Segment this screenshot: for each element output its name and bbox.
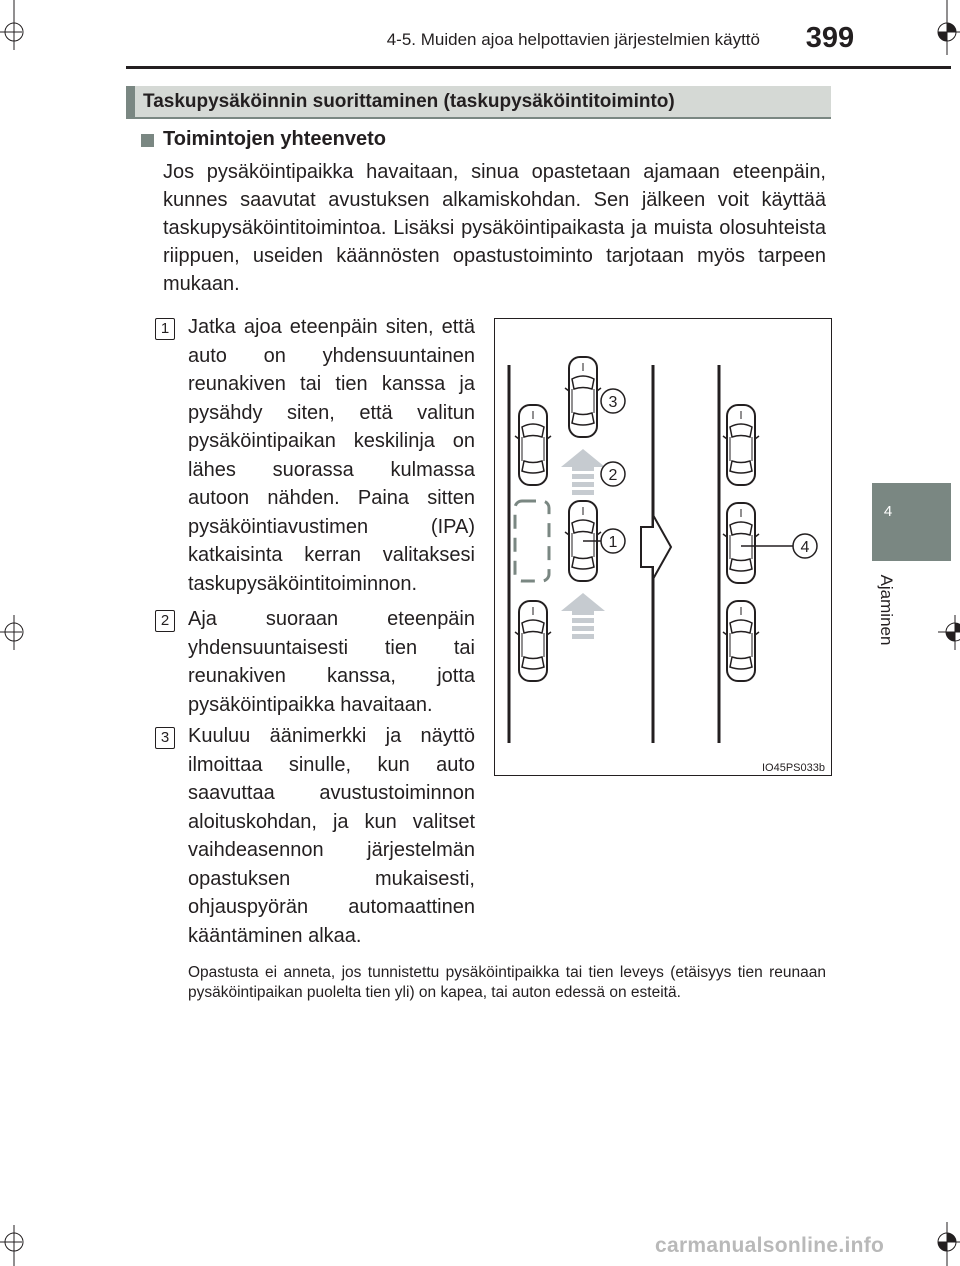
parking-diagram-svg: [495, 319, 831, 775]
chapter-side-label-text: Ajaminen: [877, 574, 896, 646]
callout-2: 2: [608, 467, 618, 484]
step-text-3: Kuuluu äänimerkki ja näyttö ilmoittaa sinulle, kun auto saavuttaa avustustoiminnon aloituskohdan, ja kun valitset vaihdeasennon järjestelmän opastuksen mukaisesti, ohjauspyörän automaattinen kääntäminen alkaa.: [188, 725, 475, 947]
chapter-side-label: [866, 565, 906, 655]
section-title: Taskupysäköinnin suorittaminen (taskupysäköintitoiminto): [143, 91, 675, 112]
step-number-1: 1: [155, 318, 175, 340]
note-text: Opastusta ei anneta, jos tunnistettu pysäköintipaikka tai tien leveys (etäisyys tien reunaan pysäköintipaikan puolelta tien yli) on kapea, tai auton edessä on esteitä.: [188, 964, 826, 1001]
figure-code: IO45PS033b: [762, 762, 825, 774]
callout-4: 4: [800, 539, 810, 556]
intro-paragraph: Jos pysäköintipaikka havaitaan, sinua opastetaan ajamaan eteenpäin, kunnes saavutat avustuksen alkamiskohdan. Sen jälkeen voit käyttää taskupysäköintitoimintoa. Lisäksi pysäköintipaikasta ja muista olosuhteista riippuen, useiden käännösten opastustoiminto tarjotaan myös tarpeen mukaan.: [163, 161, 826, 295]
chapter-title: 4-5. Muiden ajoa helpottavien järjestelmien käyttö: [386, 30, 760, 49]
chapter-tab: [872, 483, 951, 561]
callout-3: 3: [608, 394, 618, 411]
step-number-2: 2: [155, 610, 175, 632]
chapter-tab-number: 4: [883, 503, 893, 520]
step-text-1: Jatka ajoa eteenpäin siten, että auto on yhdensuuntainen reunakiven tai tien kanssa ja pysähdy siten, että valitun pysäköintipaikan keskilinja on lähes suorassa kulmassa autoon nähden. Paina sitten pysäköintiavustimen (IPA) katkaisinta kerran valitaksesi taskupysäköintitoiminnon.: [188, 316, 475, 595]
step-number-3: 3: [155, 727, 175, 749]
step-text-2: Aja suoraan eteenpäin yhdensuuntaisesti tien tai reunakiven kanssa, jotta pysäköintipaikka havaitaan.: [188, 608, 475, 716]
section-bar-accent: [126, 86, 135, 118]
header-rule: [126, 66, 951, 69]
callout-1: 1: [608, 534, 618, 551]
subsection-heading: Toimintojen yhteenveto: [163, 128, 386, 150]
parking-diagram: [494, 318, 832, 776]
subsection-bullet-icon: [141, 134, 154, 147]
section-bar-underline: [126, 117, 831, 119]
watermark: carmanualsonline.info: [655, 1234, 885, 1257]
page-number: 399: [805, 22, 855, 54]
